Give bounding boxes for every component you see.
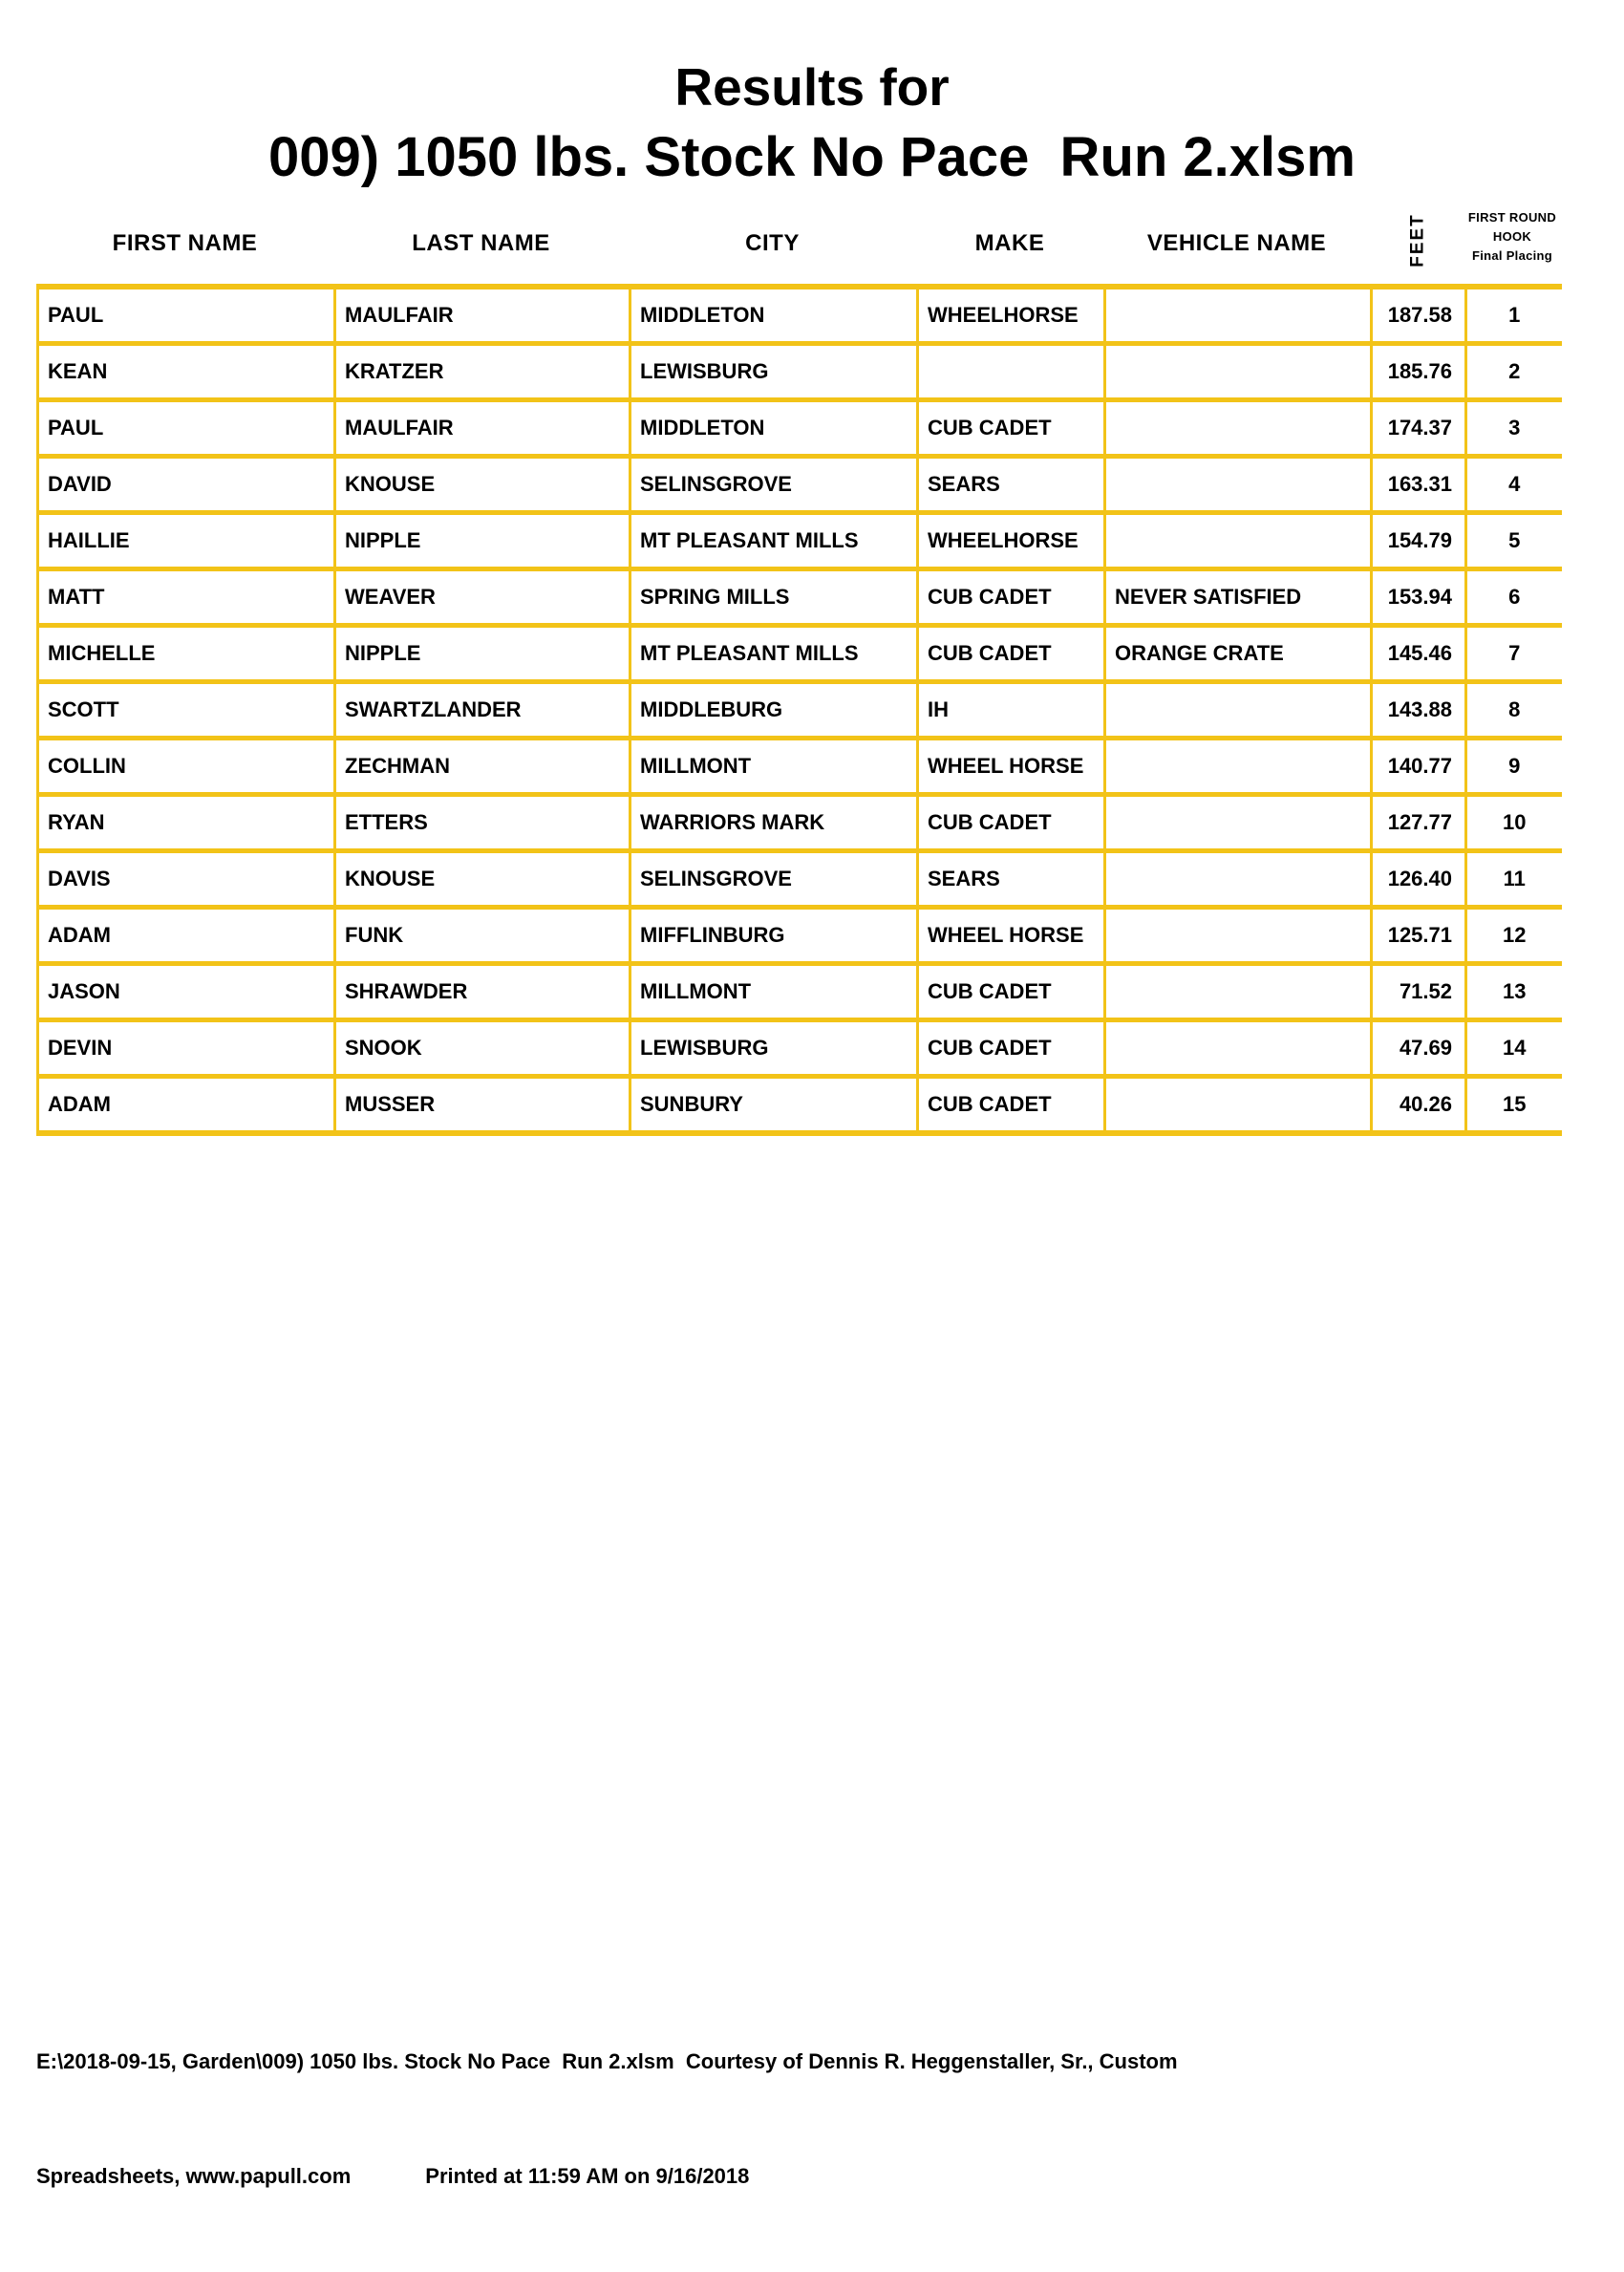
cell-feet: 71.52: [1372, 964, 1466, 1020]
placing-header-line2: HOOK: [1492, 229, 1532, 244]
cell-final-placing: 6: [1466, 569, 1562, 626]
cell-feet: 127.77: [1372, 795, 1466, 851]
cell-final-placing: 11: [1466, 851, 1562, 908]
table-row: [38, 457, 1562, 513]
cell-last-name: SHRAWDER: [335, 964, 630, 1020]
cell-city: MIDDLEBURG: [630, 682, 918, 739]
page-title: Results for: [674, 57, 950, 117]
cell-vehicle-name: [1105, 513, 1372, 569]
cell-city: MIFFLINBURG: [630, 908, 918, 964]
cell-last-name: NIPPLE: [335, 626, 630, 682]
cell-final-placing: 7: [1466, 626, 1562, 682]
cell-vehicle-name: [1105, 1020, 1372, 1077]
footer-line1: E:\2018-09-15, Garden\009) 1050 lbs. Stock No Pace Run 2.xlsm Courtesy of Dennis R. Heggenstaller, Sr., Custom: [36, 2049, 1178, 2073]
cell-feet: 163.31: [1372, 457, 1466, 513]
cell-final-placing: 1: [1466, 287, 1562, 344]
cell-feet: 185.76: [1372, 344, 1466, 400]
column-header-city: CITY: [745, 230, 800, 256]
cell-make: WHEELHORSE: [918, 513, 1105, 569]
footer-line2-right: Printed at 11:59 AM on 9/16/2018: [425, 2164, 750, 2188]
cell-feet: 126.40: [1372, 851, 1466, 908]
table-row: [38, 682, 1562, 739]
cell-feet: 140.77: [1372, 739, 1466, 795]
cell-first-name: PAUL: [38, 287, 335, 344]
cell-vehicle-name: [1105, 1077, 1372, 1134]
table-row: [38, 1077, 1562, 1134]
cell-make: [918, 344, 1105, 400]
cell-last-name: KNOUSE: [335, 851, 630, 908]
cell-last-name: FUNK: [335, 908, 630, 964]
cell-final-placing: 13: [1466, 964, 1562, 1020]
cell-feet: 40.26: [1372, 1077, 1466, 1134]
cell-last-name: ETTERS: [335, 795, 630, 851]
cell-feet: 174.37: [1372, 400, 1466, 457]
cell-make: CUB CADET: [918, 964, 1105, 1020]
table-row: [38, 908, 1562, 964]
cell-make: CUB CADET: [918, 400, 1105, 457]
table-row: [38, 626, 1562, 682]
cell-vehicle-name: NEVER SATISFIED: [1105, 569, 1372, 626]
cell-final-placing: 14: [1466, 1020, 1562, 1077]
cell-final-placing: 2: [1466, 344, 1562, 400]
cell-last-name: NIPPLE: [335, 513, 630, 569]
cell-vehicle-name: [1105, 287, 1372, 344]
cell-first-name: DAVIS: [38, 851, 335, 908]
cell-city: SELINSGROVE: [630, 851, 918, 908]
cell-city: SELINSGROVE: [630, 457, 918, 513]
cell-last-name: MUSSER: [335, 1077, 630, 1134]
cell-make: SEARS: [918, 457, 1105, 513]
cell-make: CUB CADET: [918, 1077, 1105, 1134]
cell-make: CUB CADET: [918, 569, 1105, 626]
cell-vehicle-name: [1105, 964, 1372, 1020]
cell-last-name: KRATZER: [335, 344, 630, 400]
cell-vehicle-name: [1105, 457, 1372, 513]
cell-vehicle-name: [1105, 851, 1372, 908]
cell-vehicle-name: [1105, 344, 1372, 400]
cell-city: SUNBURY: [630, 1077, 918, 1134]
cell-last-name: SNOOK: [335, 1020, 630, 1077]
page-subtitle-filename: 009) 1050 lbs. Stock No Pace Run 2.xlsm: [268, 126, 1356, 188]
column-header-feet: [1370, 191, 1464, 284]
cell-final-placing: 10: [1466, 795, 1562, 851]
cell-first-name: ADAM: [38, 908, 335, 964]
cell-city: MIDDLETON: [630, 287, 918, 344]
cell-last-name: SWARTZLANDER: [335, 682, 630, 739]
cell-city: MT PLEASANT MILLS: [630, 626, 918, 682]
results-table-body: [38, 287, 1562, 1133]
table-row: [38, 964, 1562, 1020]
cell-make: WHEEL HORSE: [918, 739, 1105, 795]
cell-feet: 145.46: [1372, 626, 1466, 682]
table-row: [38, 739, 1562, 795]
table-row: [38, 344, 1562, 400]
cell-feet: 154.79: [1372, 513, 1466, 569]
table-row: [38, 851, 1562, 908]
cell-feet: 143.88: [1372, 682, 1466, 739]
feet-vertical-label: FEET: [1407, 213, 1427, 268]
cell-first-name: KEAN: [38, 344, 335, 400]
table-row: [38, 400, 1562, 457]
placing-header-line3: Final Placing: [1471, 248, 1553, 263]
cell-vehicle-name: [1105, 739, 1372, 795]
cell-vehicle-name: ORANGE CRATE: [1105, 626, 1372, 682]
cell-final-placing: 15: [1466, 1077, 1562, 1134]
cell-city: MIDDLETON: [630, 400, 918, 457]
table-row: [38, 513, 1562, 569]
cell-vehicle-name: [1105, 908, 1372, 964]
page-footer: [36, 1966, 1178, 2272]
cell-final-placing: 3: [1466, 400, 1562, 457]
column-header-vehicle-name: VEHICLE NAME: [1146, 230, 1327, 256]
cell-final-placing: 9: [1466, 739, 1562, 795]
cell-city: WARRIORS MARK: [630, 795, 918, 851]
cell-vehicle-name: [1105, 400, 1372, 457]
cell-city: SPRING MILLS: [630, 569, 918, 626]
cell-last-name: WEAVER: [335, 569, 630, 626]
table-row: [38, 795, 1562, 851]
cell-feet: 125.71: [1372, 908, 1466, 964]
cell-vehicle-name: [1105, 795, 1372, 851]
cell-first-name: RYAN: [38, 795, 335, 851]
cell-make: CUB CADET: [918, 1020, 1105, 1077]
cell-final-placing: 5: [1466, 513, 1562, 569]
cell-last-name: MAULFAIR: [335, 400, 630, 457]
cell-first-name: ADAM: [38, 1077, 335, 1134]
cell-city: MILLMONT: [630, 739, 918, 795]
table-row: [38, 569, 1562, 626]
cell-last-name: ZECHMAN: [335, 739, 630, 795]
cell-first-name: SCOTT: [38, 682, 335, 739]
cell-make: CUB CADET: [918, 626, 1105, 682]
table-header-row: [36, 191, 1560, 284]
table-row: [38, 1020, 1562, 1077]
placing-header-line1: FIRST ROUND: [1467, 210, 1557, 225]
cell-first-name: DAVID: [38, 457, 335, 513]
footer-line2-left: Spreadsheets, www.papull.com: [36, 2164, 352, 2188]
cell-last-name: MAULFAIR: [335, 287, 630, 344]
cell-feet: 153.94: [1372, 569, 1466, 626]
cell-final-placing: 4: [1466, 457, 1562, 513]
table-row: [38, 287, 1562, 344]
results-table: [36, 284, 1562, 1136]
column-header-final-placing: [1464, 208, 1560, 284]
cell-feet: 47.69: [1372, 1020, 1466, 1077]
footer-line2: [36, 2157, 1178, 2196]
cell-final-placing: 8: [1466, 682, 1562, 739]
cell-city: LEWISBURG: [630, 344, 918, 400]
cell-final-placing: 12: [1466, 908, 1562, 964]
column-header-last-name: LAST NAME: [412, 230, 550, 256]
cell-first-name: JASON: [38, 964, 335, 1020]
cell-make: CUB CADET: [918, 795, 1105, 851]
cell-city: MILLMONT: [630, 964, 918, 1020]
cell-first-name: HAILLIE: [38, 513, 335, 569]
cell-first-name: DEVIN: [38, 1020, 335, 1077]
cell-first-name: COLLIN: [38, 739, 335, 795]
cell-first-name: PAUL: [38, 400, 335, 457]
cell-city: MT PLEASANT MILLS: [630, 513, 918, 569]
cell-feet: 187.58: [1372, 287, 1466, 344]
cell-first-name: MATT: [38, 569, 335, 626]
cell-vehicle-name: [1105, 682, 1372, 739]
cell-city: LEWISBURG: [630, 1020, 918, 1077]
column-header-make: MAKE: [974, 230, 1045, 256]
cell-first-name: MICHELLE: [38, 626, 335, 682]
cell-make: SEARS: [918, 851, 1105, 908]
cell-make: WHEELHORSE: [918, 287, 1105, 344]
cell-last-name: KNOUSE: [335, 457, 630, 513]
cell-make: WHEEL HORSE: [918, 908, 1105, 964]
cell-make: IH: [918, 682, 1105, 739]
column-header-first-name: FIRST NAME: [112, 230, 258, 256]
